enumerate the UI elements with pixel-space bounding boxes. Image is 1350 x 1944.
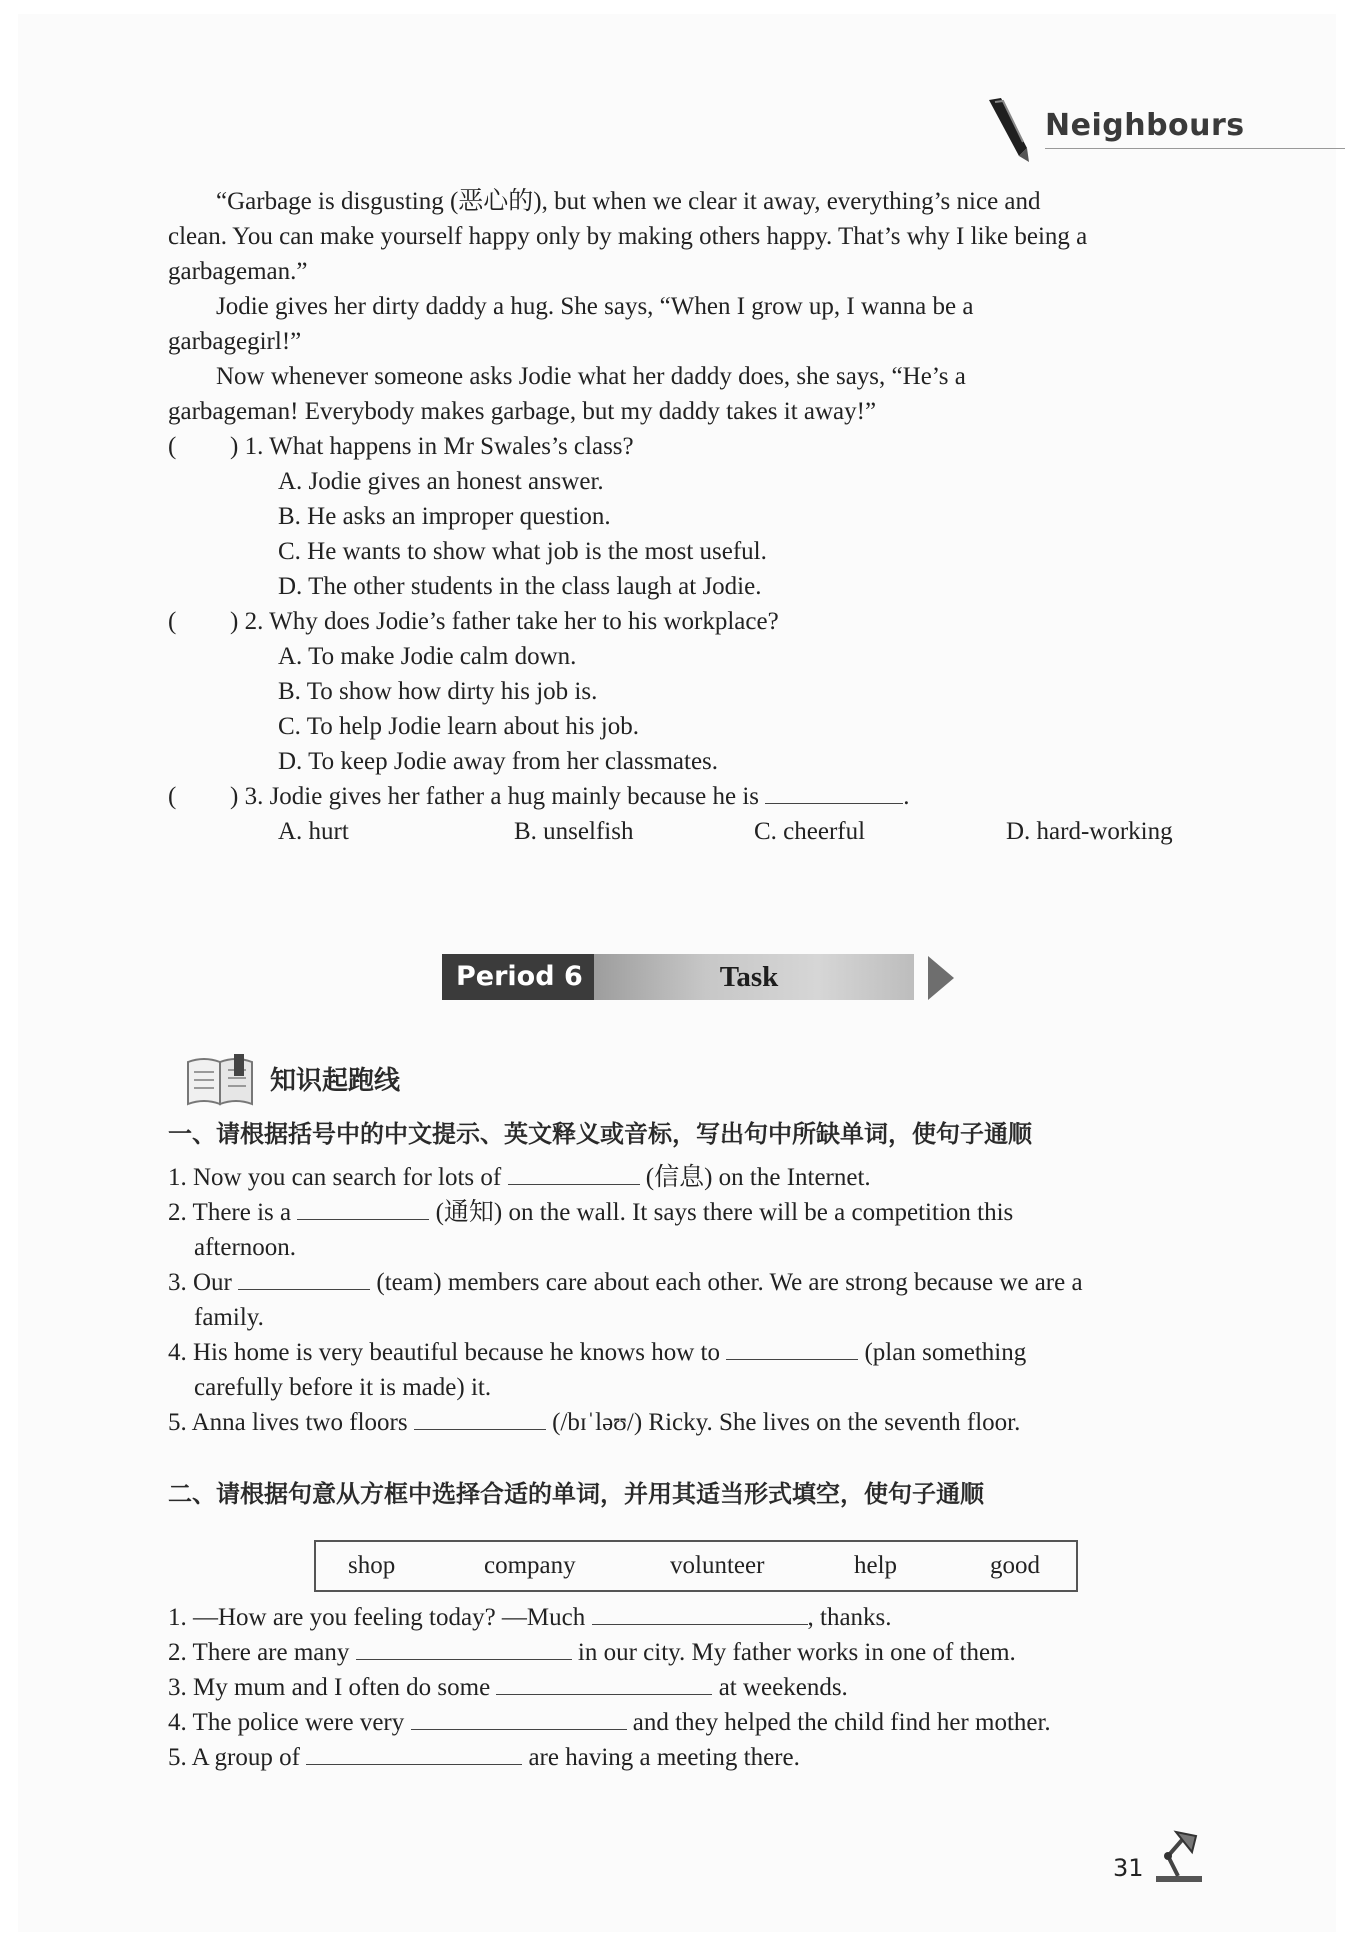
answer-blank[interactable] [508, 1162, 640, 1185]
part1-item-2 [168, 1195, 1013, 1230]
passage-line: garbageman.” [168, 258, 308, 285]
question-3-stem-row [230, 779, 910, 814]
question-1-option: B. He asks an improper question. [278, 503, 611, 530]
passage-line: Jodie gives her dirty daddy a hug. She says, “When I grow up, I wanna be a [216, 293, 974, 320]
question-2-option: A. To make Jodie calm down. [278, 643, 577, 670]
part2-item-5 [168, 1740, 800, 1775]
word-option: good [990, 1552, 1040, 1579]
passage-line: Now whenever someone asks Jodie what her daddy does, she says, “He’s a [216, 363, 966, 390]
header [983, 96, 1350, 166]
question-2-bracket: ( [168, 608, 177, 635]
answer-blank[interactable] [414, 1407, 546, 1430]
part1-item-1 [168, 1160, 871, 1195]
word-option: volunteer [670, 1552, 765, 1579]
answer-blank[interactable] [592, 1602, 808, 1625]
word-option: help [854, 1552, 898, 1579]
passage-line: garbageman! Everybody makes garbage, but my daddy takes it away!” [168, 398, 877, 425]
item-text: and they helped the child find her mother. [632, 1709, 1051, 1736]
item-text: 5. A group of [168, 1744, 300, 1771]
period-banner [442, 954, 962, 1004]
period-label: Period 6 [442, 954, 594, 1000]
pen-icon [983, 96, 1039, 166]
question-3-option: D. hard-working [1006, 818, 1173, 845]
page [18, 14, 1336, 1932]
answer-blank[interactable] [765, 781, 903, 804]
word-box [314, 1540, 1078, 1592]
item-text: 2. There is a [168, 1199, 292, 1226]
part2-item-2 [168, 1635, 1016, 1670]
part1-item-4-cont: carefully before it is made) it. [194, 1374, 492, 1401]
item-text: 3. My mum and I often do some [168, 1674, 491, 1701]
period-title: Task [594, 954, 914, 1000]
item-text: at weekends. [718, 1674, 848, 1701]
word-option: company [484, 1552, 576, 1579]
item-text: 3. Our [168, 1269, 232, 1296]
question-1-stem: ) 1. What happens in Mr Swales’s class? [230, 433, 634, 460]
part1-item-2-cont: afternoon. [194, 1234, 297, 1261]
passage-line: “Garbage is disgusting (恶心的), but when we clear it away, everything’s nice and [216, 188, 1041, 215]
part1-item-3-cont: family. [194, 1304, 264, 1331]
section-title: 知识起跑线 [270, 1066, 401, 1096]
question-1-option: A. Jodie gives an honest answer. [278, 468, 604, 495]
part2-item-3 [168, 1670, 848, 1705]
item-text: are having a meeting there. [528, 1744, 800, 1771]
passage-line: garbagegirl!” [168, 328, 302, 355]
answer-blank[interactable] [306, 1742, 522, 1765]
item-text: (plan something [864, 1339, 1027, 1366]
question-1-bracket: ( [168, 433, 177, 460]
header-title: Neighbours [1045, 108, 1245, 143]
item-text: 1. Now you can search for lots of [168, 1164, 502, 1191]
part1-item-4 [168, 1335, 1026, 1370]
item-text: 2. There are many [168, 1639, 350, 1666]
passage-line: clean. You can make yourself happy only by making others happy. That’s why I like being a [168, 223, 1088, 250]
answer-blank[interactable] [356, 1637, 572, 1660]
answer-blank[interactable] [726, 1337, 858, 1360]
part1-item-3 [168, 1265, 1083, 1300]
question-3-option: A. hurt [278, 818, 349, 845]
question-2-option: C. To help Jodie learn about his job. [278, 713, 639, 740]
question-3-bracket: ( [168, 783, 177, 810]
question-3-stem-end: . [903, 783, 910, 810]
item-text: (/bɪˈləʊ/) Ricky. She lives on the seventh floor. [552, 1409, 1021, 1436]
question-3-stem: ) 3. Jodie gives her father a hug mainly because he is [230, 783, 759, 810]
passage [168, 184, 1087, 429]
book-icon [184, 1054, 256, 1106]
question-2-option: B. To show how dirty his job is. [278, 678, 598, 705]
arrow-right-icon [926, 956, 956, 1000]
part1-item-5 [168, 1405, 1020, 1440]
question-3-option: B. unselfish [514, 818, 634, 845]
item-text: (信息) on the Internet. [645, 1164, 871, 1191]
part1-heading: 一、请根据括号中的中文提示、英文释义或音标，写出句中所缺单词，使句子通顺 [168, 1120, 1032, 1148]
question-2-option: D. To keep Jodie away from her classmates. [278, 748, 719, 775]
item-text: 4. His home is very beautiful because he knows how to [168, 1339, 720, 1366]
answer-blank[interactable] [238, 1267, 370, 1290]
question-3-option: C. cheerful [754, 818, 866, 845]
item-text: 1. —How are you feeling today? —Much [168, 1604, 586, 1631]
answer-blank[interactable] [496, 1672, 712, 1695]
answer-blank[interactable] [297, 1197, 429, 1220]
item-text: in our city. My father works in one of them. [577, 1639, 1016, 1666]
item-text: (通知) on the wall. It says there will be a competition this [435, 1199, 1014, 1226]
header-rule [1045, 148, 1345, 149]
word-option: shop [348, 1552, 396, 1579]
page-number: 31 [1113, 1854, 1144, 1882]
item-text: , thanks. [807, 1604, 892, 1631]
part2-item-1 [168, 1600, 892, 1635]
desk-lamp-icon [1148, 1826, 1208, 1886]
part2-heading: 二、请根据句意从方框中选择合适的单词，并用其适当形式填空，使句子通顺 [168, 1480, 984, 1508]
item-text: 5. Anna lives two floors [168, 1409, 408, 1436]
question-1-option: D. The other students in the class laugh at Jodie. [278, 573, 762, 600]
answer-blank[interactable] [411, 1707, 627, 1730]
item-text: (team) members care about each other. We are strong because we are a [376, 1269, 1083, 1296]
question-2-stem: ) 2. Why does Jodie’s father take her to his workplace? [230, 608, 779, 635]
item-text: 4. The police were very [168, 1709, 405, 1736]
part2-item-4 [168, 1705, 1051, 1740]
question-1-option: C. He wants to show what job is the most useful. [278, 538, 767, 565]
